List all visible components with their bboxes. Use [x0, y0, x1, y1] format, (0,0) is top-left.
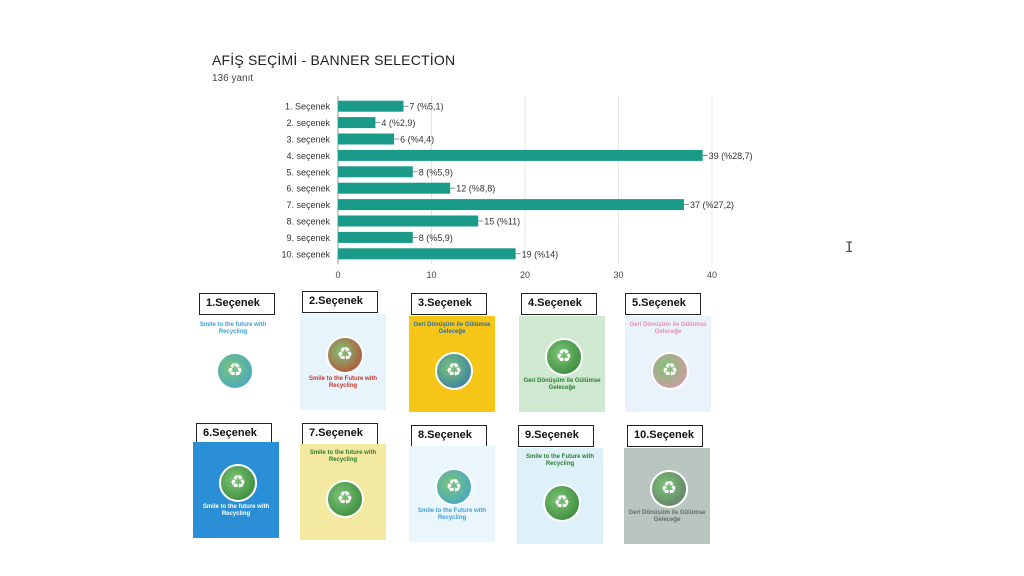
data-label: 19 (%14)	[521, 249, 559, 260]
data-label: 39 (%28,7)	[708, 150, 753, 161]
x-tick-label: 10	[426, 270, 437, 280]
option-label-2: 2.Seçenek	[302, 291, 378, 313]
data-label: 12 (%8,8)	[456, 183, 496, 194]
option-label-3: 3.Seçenek	[411, 293, 487, 315]
recycle-symbol-icon: ♻	[336, 488, 354, 508]
x-tick-label: 20	[519, 270, 531, 280]
option-label-10: 10.Seçenek	[627, 425, 703, 447]
bar	[338, 150, 703, 161]
x-tick-label: 0	[335, 270, 341, 280]
option-label-1: 1.Seçenek	[199, 293, 275, 315]
option-label-5: 5.Seçenek	[625, 293, 701, 315]
option-label-9: 9.Seçenek	[518, 425, 594, 447]
poster-thumbnail-8[interactable]	[409, 446, 495, 542]
poster-text: Smile to the Future with Recycling	[308, 376, 377, 389]
category-label: 9. seçenek	[286, 232, 330, 243]
bar	[338, 232, 413, 243]
poster-thumbnail-1[interactable]	[190, 316, 276, 412]
poster-thumbnail-2[interactable]	[300, 314, 386, 410]
category-label: 4. seçenek	[286, 150, 330, 161]
category-label: 3. seçenek	[286, 134, 330, 145]
bar	[338, 248, 516, 259]
category-label: 1. Seçenek	[284, 101, 330, 112]
option-label-8: 8.Seçenek	[411, 425, 487, 447]
option-label-4: 4.Seçenek	[521, 293, 597, 315]
x-tick-label: 40	[706, 270, 718, 280]
option-label-7: 7.Seçenek	[302, 423, 378, 445]
poster-text: Geri Dönüşüm ile Gülümse Geleceğe	[523, 378, 601, 391]
bar	[338, 117, 375, 128]
poster-thumbnail-9[interactable]	[517, 448, 603, 544]
recycle-symbol-icon: ♻	[445, 476, 463, 496]
category-label: 8. seçenek	[286, 216, 330, 227]
recycle-symbol-icon: ♻	[660, 478, 678, 498]
category-label: 10. seçenek	[281, 249, 330, 260]
poster-thumbnail-7[interactable]	[300, 444, 386, 540]
bar	[338, 134, 394, 145]
recycle-symbol-icon: ♻	[336, 344, 354, 364]
recycle-symbol-icon: ♻	[555, 346, 573, 366]
poster-text: Smile to the Future with Recycling	[417, 508, 486, 521]
recycle-symbol-icon: ♻	[229, 472, 247, 492]
bar	[338, 166, 413, 177]
response-count: 136 yanıt	[212, 73, 254, 84]
bar	[338, 183, 450, 194]
poster-thumbnail-6[interactable]	[193, 442, 279, 538]
poster-thumbnail-3[interactable]	[409, 316, 495, 412]
poster-thumbnail-4[interactable]	[519, 316, 605, 412]
bar	[338, 101, 403, 112]
recycle-symbol-icon: ♻	[445, 360, 463, 380]
category-label: 6. seçenek	[286, 183, 330, 194]
category-label: 7. seçenek	[286, 200, 330, 211]
text-cursor-icon: I	[845, 240, 854, 256]
data-label: 8 (%5,9)	[418, 167, 453, 178]
poster-text: Smile to the Future with Recycling	[525, 454, 594, 467]
poster-text: Geri Dönüşüm ile Gülümse Geleceğe	[629, 322, 707, 335]
poster-text: Geri Dönüşüm ile Gülümse Geleceğe	[413, 322, 491, 335]
data-label: 15 (%11)	[484, 216, 521, 227]
recycle-symbol-icon: ♻	[226, 360, 244, 380]
poster-thumbnail-5[interactable]	[625, 316, 711, 412]
poster-thumbnail-10[interactable]	[624, 448, 710, 544]
recycle-symbol-icon: ♻	[661, 360, 679, 380]
data-label: 37 (%27,2)	[689, 200, 734, 211]
poster-text: Smile to the future with Recycling	[309, 450, 377, 463]
option-label-6: 6.Seçenek	[196, 423, 272, 445]
recycle-symbol-icon: ♻	[553, 492, 571, 512]
data-label: 6 (%4,4)	[400, 134, 435, 145]
bar	[338, 199, 684, 210]
chart-title: AFİŞ SEÇİMİ - BANNER SELECTİON	[212, 52, 456, 68]
data-label: 7 (%5,1)	[409, 101, 444, 112]
category-label: 2. seçenek	[286, 118, 330, 129]
data-label: 8 (%5,9)	[418, 232, 453, 243]
poster-text: Smile to the future with Recycling	[202, 504, 270, 517]
data-label: 4 (%2,9)	[381, 118, 416, 129]
x-tick-label: 30	[613, 270, 624, 280]
poster-text: Smile to the future with Recycling	[199, 322, 267, 335]
category-label: 5. seçenek	[286, 167, 330, 178]
poster-text: Geri Dönüşüm ile Gülümse Geleceğe	[628, 510, 706, 523]
bar	[338, 216, 478, 227]
